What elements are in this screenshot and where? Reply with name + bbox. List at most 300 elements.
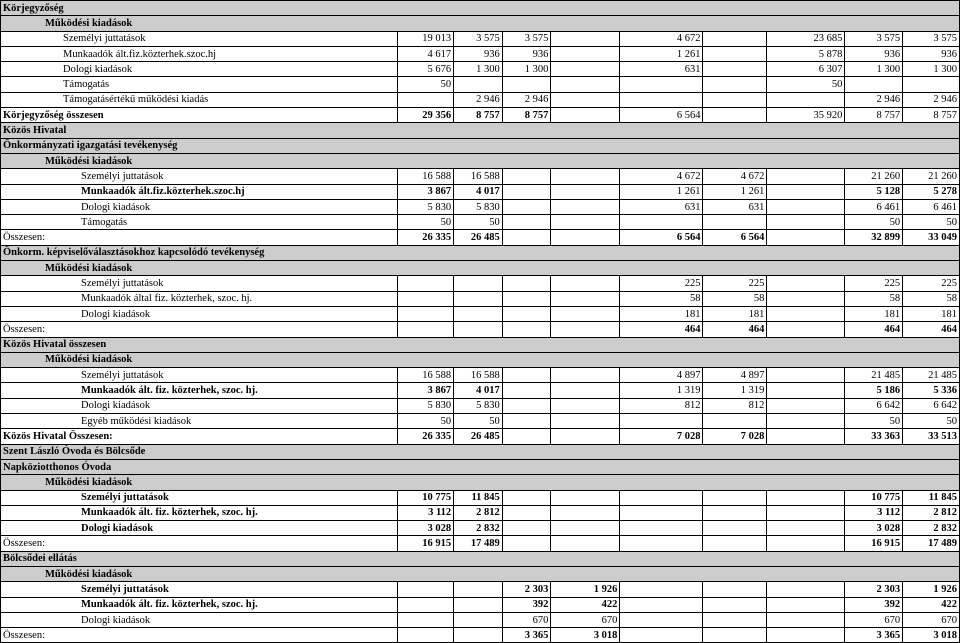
value-cell: 392 <box>502 597 551 612</box>
table-row <box>1 490 960 505</box>
value-cell <box>703 31 767 46</box>
value-cell <box>502 322 551 337</box>
value-cell: 4 897 <box>620 368 703 383</box>
total-row <box>1 628 960 643</box>
value-cell <box>703 77 767 92</box>
value-cell: 2 812 <box>454 505 503 520</box>
row-label: Egyéb működési kiadások <box>1 414 398 429</box>
value-cell <box>398 612 454 627</box>
value-cell <box>454 77 503 92</box>
value-cell <box>703 46 767 61</box>
value-cell <box>767 521 845 536</box>
value-cell: 4 617 <box>398 46 454 61</box>
value-cell: 8 757 <box>903 108 960 123</box>
value-cell: 181 <box>703 306 767 321</box>
value-cell <box>398 582 454 597</box>
table-row <box>1 505 960 520</box>
value-cell <box>620 628 703 643</box>
table-row <box>1 597 960 612</box>
row-label: Munkaadók ált.fiz.közterhek.szoc.hj <box>1 184 398 199</box>
value-cell: 21 485 <box>903 368 960 383</box>
table-row <box>1 276 960 291</box>
value-cell <box>767 490 845 505</box>
value-cell: 1 261 <box>620 184 703 199</box>
value-cell: 6 642 <box>903 398 960 413</box>
row-label: Személyi juttatások <box>1 490 398 505</box>
value-cell <box>845 77 903 92</box>
value-cell: 5 830 <box>398 199 454 214</box>
value-cell: 16 588 <box>398 169 454 184</box>
section-header-row <box>1 245 960 260</box>
value-cell <box>454 597 503 612</box>
value-cell <box>767 276 845 291</box>
value-cell: 5 830 <box>398 398 454 413</box>
value-cell <box>703 582 767 597</box>
value-cell: 16 588 <box>454 169 503 184</box>
value-cell <box>703 62 767 77</box>
row-label: Közös Hivatal Összesen: <box>1 429 398 444</box>
value-cell: 1 319 <box>620 383 703 398</box>
value-cell: 1 926 <box>551 582 620 597</box>
value-cell: 670 <box>845 612 903 627</box>
table-row <box>1 184 960 199</box>
value-cell: 10 775 <box>398 490 454 505</box>
value-cell: 26 335 <box>398 230 454 245</box>
value-cell <box>398 628 454 643</box>
table-row <box>1 31 960 46</box>
value-cell <box>620 490 703 505</box>
row-label: Közös Hivatal <box>1 123 960 138</box>
value-cell <box>620 536 703 551</box>
section-header-row <box>1 16 960 31</box>
table-row <box>1 46 960 61</box>
table-row <box>1 306 960 321</box>
value-cell <box>502 521 551 536</box>
value-cell <box>551 62 620 77</box>
row-label: Összesen: <box>1 322 398 337</box>
value-cell <box>551 46 620 61</box>
value-cell <box>703 505 767 520</box>
value-cell: 5 336 <box>903 383 960 398</box>
value-cell <box>502 414 551 429</box>
row-label: Dologi kiadások <box>1 612 398 627</box>
value-cell <box>454 628 503 643</box>
section-header-row <box>1 123 960 138</box>
value-cell: 2 832 <box>454 521 503 536</box>
value-cell: 422 <box>903 597 960 612</box>
value-cell: 11 845 <box>454 490 503 505</box>
value-cell <box>454 612 503 627</box>
value-cell: 1 319 <box>703 383 767 398</box>
section-header-row <box>1 337 960 352</box>
row-label: Támogatás <box>1 77 398 92</box>
value-cell <box>502 169 551 184</box>
value-cell: 181 <box>903 306 960 321</box>
value-cell: 2 832 <box>903 521 960 536</box>
value-cell <box>767 368 845 383</box>
row-label: Működési kiadások <box>1 475 960 490</box>
value-cell: 464 <box>703 322 767 337</box>
value-cell: 2 946 <box>502 92 551 107</box>
table-body <box>1 1 960 643</box>
value-cell <box>767 383 845 398</box>
value-cell: 4 672 <box>620 169 703 184</box>
value-cell <box>551 521 620 536</box>
value-cell <box>703 628 767 643</box>
value-cell <box>620 612 703 627</box>
value-cell: 3 028 <box>845 521 903 536</box>
value-cell: 21 260 <box>845 169 903 184</box>
value-cell <box>502 505 551 520</box>
value-cell: 8 757 <box>502 108 551 123</box>
value-cell: 225 <box>703 276 767 291</box>
value-cell <box>502 291 551 306</box>
value-cell <box>551 383 620 398</box>
row-label: Dologi kiadások <box>1 521 398 536</box>
value-cell: 32 899 <box>845 230 903 245</box>
value-cell: 29 356 <box>398 108 454 123</box>
row-label: Munkaadók ált. fiz. közterhek, szoc. hj. <box>1 383 398 398</box>
table-row <box>1 92 960 107</box>
value-cell: 3 018 <box>903 628 960 643</box>
value-cell: 3 112 <box>398 505 454 520</box>
value-cell <box>502 383 551 398</box>
value-cell: 2 303 <box>845 582 903 597</box>
value-cell: 5 830 <box>454 199 503 214</box>
value-cell: 50 <box>767 77 845 92</box>
table-row <box>1 521 960 536</box>
value-cell: 35 920 <box>767 108 845 123</box>
value-cell: 936 <box>845 46 903 61</box>
value-cell: 464 <box>620 322 703 337</box>
value-cell <box>767 306 845 321</box>
value-cell: 2 946 <box>454 92 503 107</box>
value-cell <box>398 291 454 306</box>
row-label: Összesen: <box>1 536 398 551</box>
value-cell: 6 461 <box>903 199 960 214</box>
value-cell <box>551 276 620 291</box>
value-cell: 50 <box>845 215 903 230</box>
value-cell <box>551 306 620 321</box>
value-cell: 6 564 <box>620 230 703 245</box>
value-cell: 670 <box>551 612 620 627</box>
value-cell <box>767 215 845 230</box>
value-cell: 422 <box>551 597 620 612</box>
row-label: Munkaadók ált. fiz. közterhek, szoc. hj. <box>1 505 398 520</box>
value-cell <box>502 77 551 92</box>
value-cell <box>767 169 845 184</box>
value-cell: 8 757 <box>845 108 903 123</box>
value-cell: 1 300 <box>502 62 551 77</box>
value-cell: 4 017 <box>454 184 503 199</box>
value-cell <box>703 536 767 551</box>
value-cell <box>502 276 551 291</box>
value-cell <box>551 398 620 413</box>
value-cell: 1 300 <box>903 62 960 77</box>
section-header-row <box>1 566 960 581</box>
value-cell <box>703 414 767 429</box>
table-row <box>1 612 960 627</box>
total-row <box>1 230 960 245</box>
value-cell <box>903 77 960 92</box>
value-cell <box>703 92 767 107</box>
value-cell: 26 485 <box>454 230 503 245</box>
row-label: Összesen: <box>1 628 398 643</box>
table-row <box>1 169 960 184</box>
value-cell <box>620 215 703 230</box>
value-cell: 1 261 <box>703 184 767 199</box>
row-label: Működési kiadások <box>1 16 960 31</box>
value-cell <box>703 215 767 230</box>
value-cell <box>502 536 551 551</box>
value-cell <box>767 291 845 306</box>
value-cell <box>551 429 620 444</box>
value-cell <box>767 505 845 520</box>
value-cell <box>454 582 503 597</box>
row-label: Napköziotthonos Óvoda <box>1 459 960 474</box>
total-row <box>1 322 960 337</box>
value-cell: 812 <box>703 398 767 413</box>
value-cell: 5 878 <box>767 46 845 61</box>
value-cell: 16 588 <box>454 368 503 383</box>
table-row <box>1 414 960 429</box>
value-cell <box>767 92 845 107</box>
row-label: Dologi kiadások <box>1 398 398 413</box>
value-cell: 58 <box>620 291 703 306</box>
table-row <box>1 291 960 306</box>
table-row <box>1 77 960 92</box>
value-cell <box>551 368 620 383</box>
value-cell: 936 <box>502 46 551 61</box>
value-cell: 8 757 <box>454 108 503 123</box>
row-label: Személyi juttatások <box>1 169 398 184</box>
value-cell <box>551 322 620 337</box>
value-cell: 670 <box>903 612 960 627</box>
value-cell <box>502 490 551 505</box>
row-label: Munkaadók által fiz. közterhek, szoc. hj. <box>1 291 398 306</box>
value-cell: 58 <box>703 291 767 306</box>
value-cell: 3 028 <box>398 521 454 536</box>
value-cell <box>551 536 620 551</box>
row-label: Körjegyzőség összesen <box>1 108 398 123</box>
value-cell <box>703 521 767 536</box>
row-label: Dologi kiadások <box>1 199 398 214</box>
section-header-row <box>1 138 960 153</box>
row-label: Közös Hivatal összesen <box>1 337 960 352</box>
value-cell: 392 <box>845 597 903 612</box>
value-cell <box>767 536 845 551</box>
value-cell: 7 028 <box>620 429 703 444</box>
row-label: Személyi juttatások <box>1 368 398 383</box>
value-cell <box>767 414 845 429</box>
value-cell <box>620 597 703 612</box>
value-cell: 16 915 <box>845 536 903 551</box>
value-cell: 4 672 <box>703 169 767 184</box>
value-cell <box>767 429 845 444</box>
value-cell <box>551 505 620 520</box>
section-header-row <box>1 352 960 367</box>
value-cell: 11 845 <box>903 490 960 505</box>
value-cell: 33 513 <box>903 429 960 444</box>
table-row <box>1 368 960 383</box>
value-cell: 58 <box>903 291 960 306</box>
row-label: Működési kiadások <box>1 261 960 276</box>
value-cell: 16 588 <box>398 368 454 383</box>
row-label: Önkormányzati igazgatási tevékenység <box>1 138 960 153</box>
value-cell <box>620 505 703 520</box>
value-cell <box>551 414 620 429</box>
value-cell: 181 <box>845 306 903 321</box>
value-cell <box>620 521 703 536</box>
value-cell: 3 112 <box>845 505 903 520</box>
value-cell: 812 <box>620 398 703 413</box>
value-cell: 4 017 <box>454 383 503 398</box>
value-cell <box>551 215 620 230</box>
value-cell <box>551 31 620 46</box>
value-cell <box>551 291 620 306</box>
value-cell <box>454 306 503 321</box>
row-label: Dologi kiadások <box>1 62 398 77</box>
value-cell <box>454 322 503 337</box>
row-label: Személyi juttatások <box>1 582 398 597</box>
value-cell <box>454 291 503 306</box>
value-cell <box>767 597 845 612</box>
table-row <box>1 62 960 77</box>
value-cell: 6 307 <box>767 62 845 77</box>
section-header-row <box>1 551 960 566</box>
total-row <box>1 108 960 123</box>
table-row <box>1 199 960 214</box>
value-cell: 225 <box>620 276 703 291</box>
value-cell: 7 028 <box>703 429 767 444</box>
value-cell: 225 <box>845 276 903 291</box>
table-row <box>1 383 960 398</box>
row-label: Személyi juttatások <box>1 276 398 291</box>
value-cell <box>551 199 620 214</box>
value-cell: 3 867 <box>398 184 454 199</box>
section-header-row <box>1 153 960 168</box>
value-cell: 3 365 <box>845 628 903 643</box>
value-cell: 5 830 <box>454 398 503 413</box>
value-cell: 6 642 <box>845 398 903 413</box>
value-cell: 5 128 <box>845 184 903 199</box>
value-cell: 2 303 <box>502 582 551 597</box>
value-cell <box>703 490 767 505</box>
value-cell: 936 <box>454 46 503 61</box>
section-header-row <box>1 475 960 490</box>
value-cell: 2 812 <box>903 505 960 520</box>
value-cell: 4 897 <box>703 368 767 383</box>
value-cell <box>767 612 845 627</box>
value-cell: 23 685 <box>767 31 845 46</box>
value-cell <box>398 306 454 321</box>
section-header-row <box>1 459 960 474</box>
value-cell: 33 363 <box>845 429 903 444</box>
value-cell: 4 672 <box>620 31 703 46</box>
table-row <box>1 582 960 597</box>
section-header-row <box>1 1 960 16</box>
value-cell <box>551 108 620 123</box>
row-label: Személyi juttatások <box>1 31 398 46</box>
value-cell: 1 300 <box>454 62 503 77</box>
value-cell: 2 946 <box>903 92 960 107</box>
value-cell <box>767 582 845 597</box>
value-cell: 58 <box>845 291 903 306</box>
row-label: Működési kiadások <box>1 566 960 581</box>
row-label: Összesen: <box>1 230 398 245</box>
value-cell: 26 335 <box>398 429 454 444</box>
value-cell: 33 049 <box>903 230 960 245</box>
value-cell: 3 575 <box>454 31 503 46</box>
value-cell: 225 <box>903 276 960 291</box>
value-cell: 670 <box>502 612 551 627</box>
row-label: Szent László Óvoda és Bölcsőde <box>1 444 960 459</box>
total-row <box>1 536 960 551</box>
value-cell: 6 461 <box>845 199 903 214</box>
value-cell: 631 <box>620 62 703 77</box>
value-cell: 50 <box>454 215 503 230</box>
value-cell: 21 260 <box>903 169 960 184</box>
value-cell <box>620 92 703 107</box>
value-cell: 50 <box>398 215 454 230</box>
value-cell <box>502 429 551 444</box>
value-cell: 50 <box>903 215 960 230</box>
value-cell: 181 <box>620 306 703 321</box>
value-cell: 631 <box>620 199 703 214</box>
value-cell <box>551 184 620 199</box>
table-row <box>1 398 960 413</box>
value-cell <box>767 628 845 643</box>
row-label: Támogatás <box>1 215 398 230</box>
value-cell: 631 <box>703 199 767 214</box>
value-cell: 3 575 <box>845 31 903 46</box>
value-cell <box>551 230 620 245</box>
row-label: Körjegyzőség <box>1 1 960 16</box>
value-cell: 3 018 <box>551 628 620 643</box>
value-cell: 50 <box>903 414 960 429</box>
value-cell: 17 489 <box>903 536 960 551</box>
value-cell <box>551 169 620 184</box>
value-cell <box>398 597 454 612</box>
value-cell <box>767 398 845 413</box>
value-cell <box>620 582 703 597</box>
value-cell <box>502 306 551 321</box>
value-cell: 5 676 <box>398 62 454 77</box>
value-cell <box>502 199 551 214</box>
row-label: Működési kiadások <box>1 352 960 367</box>
value-cell: 16 915 <box>398 536 454 551</box>
value-cell: 936 <box>903 46 960 61</box>
value-cell: 50 <box>845 414 903 429</box>
value-cell <box>551 77 620 92</box>
value-cell <box>620 77 703 92</box>
total-row <box>1 429 960 444</box>
value-cell <box>767 322 845 337</box>
value-cell <box>703 597 767 612</box>
value-cell: 19 013 <box>398 31 454 46</box>
row-label: Munkaadók ált.fiz.közterhek.szoc.hj <box>1 46 398 61</box>
value-cell <box>551 92 620 107</box>
value-cell: 6 564 <box>620 108 703 123</box>
value-cell <box>502 230 551 245</box>
value-cell <box>767 199 845 214</box>
value-cell: 5 186 <box>845 383 903 398</box>
value-cell: 10 775 <box>845 490 903 505</box>
value-cell: 50 <box>398 77 454 92</box>
value-cell <box>502 368 551 383</box>
table-row <box>1 215 960 230</box>
section-header-row <box>1 261 960 276</box>
